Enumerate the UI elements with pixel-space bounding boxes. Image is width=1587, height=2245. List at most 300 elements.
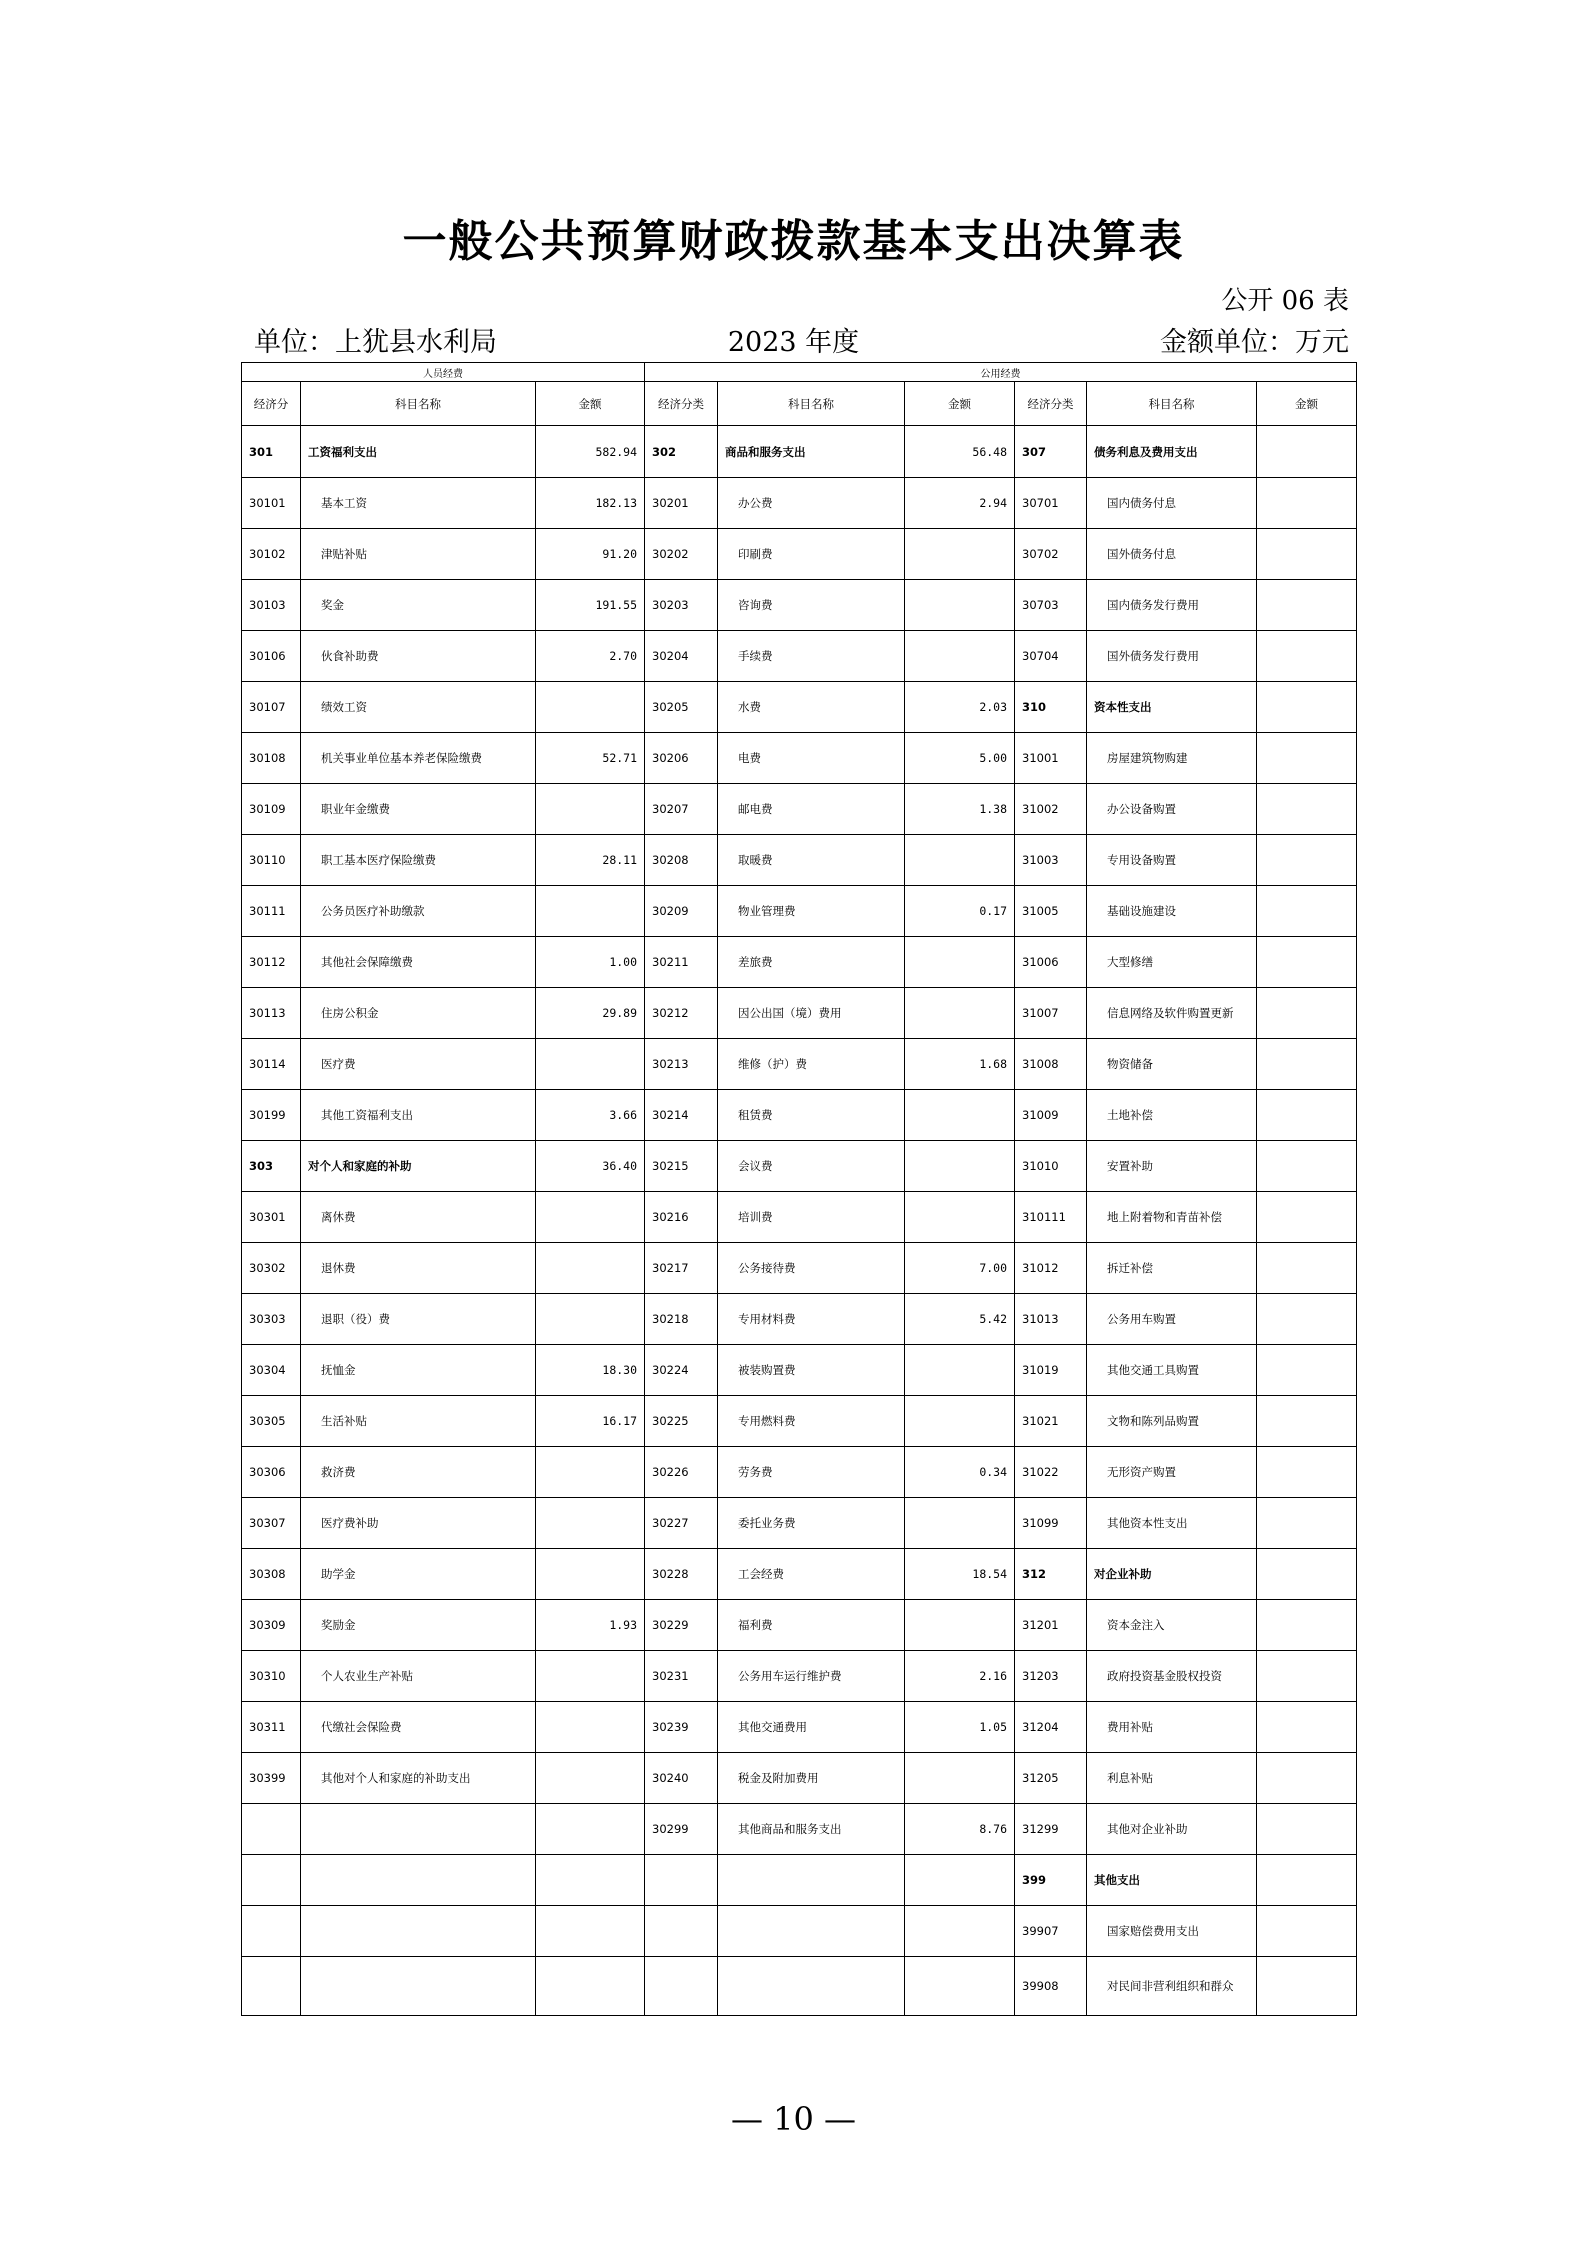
cell-name: 房屋建筑物购建 [1087, 733, 1257, 784]
cell-amount [536, 1039, 645, 1090]
cell-name: 助学金 [301, 1549, 536, 1600]
cell-name [301, 1906, 536, 1957]
cell-code: 30229 [645, 1600, 718, 1651]
form-number: 公开 06 表 [1221, 286, 1349, 316]
cell-amount: 1.05 [905, 1702, 1015, 1753]
cell-amount: 0.17 [905, 886, 1015, 937]
cell-code: 31007 [1015, 988, 1087, 1039]
cell-code: 30112 [242, 937, 301, 988]
cell-code: 31010 [1015, 1141, 1087, 1192]
group-header-personnel: 人员经费 [242, 363, 645, 382]
table-row [242, 886, 1357, 937]
table-row [242, 1039, 1357, 1090]
cell-amount [1257, 631, 1357, 682]
cell-amount [1257, 1702, 1357, 1753]
cell-code: 301 [242, 426, 301, 478]
cell-code: 30213 [645, 1039, 718, 1090]
cell-amount: 1.38 [905, 784, 1015, 835]
cell-amount [1257, 478, 1357, 529]
cell-name: 土地补偿 [1087, 1090, 1257, 1141]
page-number: — 10 — [730, 2100, 857, 2138]
cell-amount [536, 1804, 645, 1855]
cell-code: 30309 [242, 1600, 301, 1651]
cell-name: 公务用车运行维护费 [718, 1651, 905, 1702]
cell-name: 文物和陈列品购置 [1087, 1396, 1257, 1447]
cell-code: 30301 [242, 1192, 301, 1243]
table-row [242, 1498, 1357, 1549]
table-row [242, 1549, 1357, 1600]
cell-code: 30701 [1015, 478, 1087, 529]
cell-name: 奖金 [301, 580, 536, 631]
cell-name: 资本性支出 [1087, 682, 1257, 733]
cell-name: 专用材料费 [718, 1294, 905, 1345]
cell-amount: 5.00 [905, 733, 1015, 784]
cell-name: 工会经费 [718, 1549, 905, 1600]
cell-code: 31009 [1015, 1090, 1087, 1141]
table-row [242, 1651, 1357, 1702]
cell-code: 30214 [645, 1090, 718, 1141]
column-header-name: 科目名称 [1087, 382, 1257, 426]
cell-amount [905, 1141, 1015, 1192]
table-row [242, 1600, 1357, 1651]
cell-name: 税金及附加费用 [718, 1753, 905, 1804]
cell-name: 伙食补助费 [301, 631, 536, 682]
cell-name: 国家赔偿费用支出 [1087, 1906, 1257, 1957]
cell-amount [536, 1447, 645, 1498]
cell-amount [1257, 1753, 1357, 1804]
cell-code: 30216 [645, 1192, 718, 1243]
column-header-amount: 金额 [1257, 382, 1357, 426]
cell-amount [536, 682, 645, 733]
cell-code [645, 1906, 718, 1957]
cell-code: 31022 [1015, 1447, 1087, 1498]
cell-code: 312 [1015, 1549, 1087, 1600]
cell-code: 31021 [1015, 1396, 1087, 1447]
cell-amount [1257, 1090, 1357, 1141]
table-row [242, 1702, 1357, 1753]
cell-code: 31001 [1015, 733, 1087, 784]
cell-name: 职业年金缴费 [301, 784, 536, 835]
cell-name: 无形资产购置 [1087, 1447, 1257, 1498]
cell-code: 30704 [1015, 631, 1087, 682]
cell-amount [1257, 886, 1357, 937]
cell-code: 30110 [242, 835, 301, 886]
table-row [242, 1396, 1357, 1447]
cell-code: 310 [1015, 682, 1087, 733]
cell-code: 303 [242, 1141, 301, 1192]
fiscal-year: 2023 年度 [727, 327, 860, 358]
cell-name: 信息网络及软件购置更新 [1087, 988, 1257, 1039]
cell-amount [905, 529, 1015, 580]
cell-name: 其他社会保障缴费 [301, 937, 536, 988]
cell-name: 因公出国（境）费用 [718, 988, 905, 1039]
cell-name: 住房公积金 [301, 988, 536, 1039]
cell-amount [1257, 784, 1357, 835]
cell-name: 其他支出 [1087, 1855, 1257, 1906]
cell-code: 31201 [1015, 1600, 1087, 1651]
cell-code: 30310 [242, 1651, 301, 1702]
cell-amount [905, 1396, 1015, 1447]
cell-amount [905, 1753, 1015, 1804]
cell-name: 对民间非营利组织和群众 [1087, 1957, 1257, 2016]
cell-amount [536, 1192, 645, 1243]
cell-amount [1257, 835, 1357, 886]
cell-code: 30209 [645, 886, 718, 937]
cell-code: 30108 [242, 733, 301, 784]
cell-amount [905, 1090, 1015, 1141]
cell-name: 电费 [718, 733, 905, 784]
cell-code: 30199 [242, 1090, 301, 1141]
column-header-code: 经济分类 [645, 382, 718, 426]
cell-code: 30101 [242, 478, 301, 529]
cell-name: 咨询费 [718, 580, 905, 631]
cell-name: 手续费 [718, 631, 905, 682]
money-unit-label: 金额单位：万元 [1160, 327, 1349, 358]
cell-name: 拆迁补偿 [1087, 1243, 1257, 1294]
cell-name: 专用设备购置 [1087, 835, 1257, 886]
cell-code: 30114 [242, 1039, 301, 1090]
cell-amount [905, 1498, 1015, 1549]
cell-name: 其他交通费用 [718, 1702, 905, 1753]
cell-amount [536, 1549, 645, 1600]
cell-amount: 18.30 [536, 1345, 645, 1396]
cell-name: 津贴补贴 [301, 529, 536, 580]
table-row [242, 1906, 1357, 1957]
cell-name: 国外债务发行费用 [1087, 631, 1257, 682]
cell-name [301, 1804, 536, 1855]
cell-name: 医疗费补助 [301, 1498, 536, 1549]
cell-amount [1257, 733, 1357, 784]
cell-name [718, 1906, 905, 1957]
cell-amount [1257, 580, 1357, 631]
cell-name: 对个人和家庭的补助 [301, 1141, 536, 1192]
cell-amount [1257, 1855, 1357, 1906]
cell-code: 30202 [645, 529, 718, 580]
cell-code [645, 1855, 718, 1906]
table-row [242, 1804, 1357, 1855]
cell-amount [905, 1906, 1015, 1957]
cell-name: 资本金注入 [1087, 1600, 1257, 1651]
cell-code: 30208 [645, 835, 718, 886]
cell-amount [1257, 1141, 1357, 1192]
cell-name: 被装购置费 [718, 1345, 905, 1396]
cell-code: 307 [1015, 426, 1087, 478]
cell-name: 绩效工资 [301, 682, 536, 733]
cell-name: 救济费 [301, 1447, 536, 1498]
cell-code: 31019 [1015, 1345, 1087, 1396]
cell-name: 公务员医疗补助缴款 [301, 886, 536, 937]
cell-code: 399 [1015, 1855, 1087, 1906]
cell-amount [536, 1906, 645, 1957]
table-row [242, 1141, 1357, 1192]
cell-name: 维修（护）费 [718, 1039, 905, 1090]
cell-amount [536, 784, 645, 835]
cell-code: 30211 [645, 937, 718, 988]
cell-name: 租赁费 [718, 1090, 905, 1141]
cell-name: 差旅费 [718, 937, 905, 988]
cell-code: 31204 [1015, 1702, 1087, 1753]
cell-amount [905, 1957, 1015, 2016]
cell-amount [1257, 1294, 1357, 1345]
cell-code: 30225 [645, 1396, 718, 1447]
cell-amount: 5.42 [905, 1294, 1015, 1345]
cell-amount: 191.55 [536, 580, 645, 631]
table-row [242, 1243, 1357, 1294]
cell-code: 31203 [1015, 1651, 1087, 1702]
cell-amount: 2.94 [905, 478, 1015, 529]
cell-amount [536, 1855, 645, 1906]
cell-name: 邮电费 [718, 784, 905, 835]
cell-code: 30303 [242, 1294, 301, 1345]
cell-code: 30703 [1015, 580, 1087, 631]
column-header-code: 经济分类 [1015, 382, 1087, 426]
cell-code [242, 1855, 301, 1906]
table-row [242, 835, 1357, 886]
cell-amount: 1.00 [536, 937, 645, 988]
cell-amount [1257, 1039, 1357, 1090]
cell-amount: 91.20 [536, 529, 645, 580]
column-header-name: 科目名称 [718, 382, 905, 426]
cell-name: 专用燃料费 [718, 1396, 905, 1447]
cell-name: 其他交通工具购置 [1087, 1345, 1257, 1396]
cell-name: 其他对个人和家庭的补助支出 [301, 1753, 536, 1804]
cell-name: 劳务费 [718, 1447, 905, 1498]
cell-amount [1257, 1651, 1357, 1702]
cell-code: 30227 [645, 1498, 718, 1549]
cell-code: 310111 [1015, 1192, 1087, 1243]
table-row [242, 478, 1357, 529]
cell-code: 302 [645, 426, 718, 478]
cell-amount [1257, 1804, 1357, 1855]
table-row [242, 784, 1357, 835]
cell-amount [1257, 1600, 1357, 1651]
cell-amount [1257, 1345, 1357, 1396]
column-header-amount: 金额 [536, 382, 645, 426]
cell-code: 30107 [242, 682, 301, 733]
cell-amount: 2.70 [536, 631, 645, 682]
table-row [242, 1192, 1357, 1243]
cell-amount: 56.48 [905, 426, 1015, 478]
cell-name: 物业管理费 [718, 886, 905, 937]
cell-code: 30399 [242, 1753, 301, 1804]
cell-amount: 18.54 [905, 1549, 1015, 1600]
cell-name: 商品和服务支出 [718, 426, 905, 478]
cell-code: 30106 [242, 631, 301, 682]
cell-amount [1257, 529, 1357, 580]
cell-code: 31002 [1015, 784, 1087, 835]
cell-amount [536, 886, 645, 937]
cell-name: 安置补助 [1087, 1141, 1257, 1192]
cell-code: 30207 [645, 784, 718, 835]
cell-amount [536, 1498, 645, 1549]
cell-name: 基本工资 [301, 478, 536, 529]
cell-code: 30205 [645, 682, 718, 733]
table-row [242, 988, 1357, 1039]
cell-code: 30305 [242, 1396, 301, 1447]
cell-amount [536, 1243, 645, 1294]
table-row [242, 426, 1357, 478]
cell-code: 30102 [242, 529, 301, 580]
cell-amount [905, 988, 1015, 1039]
cell-name: 物资储备 [1087, 1039, 1257, 1090]
cell-name: 职工基本医疗保险缴费 [301, 835, 536, 886]
table-row [242, 1090, 1357, 1141]
cell-amount [905, 1855, 1015, 1906]
cell-name: 培训费 [718, 1192, 905, 1243]
cell-name: 办公设备购置 [1087, 784, 1257, 835]
cell-name: 政府投资基金股权投资 [1087, 1651, 1257, 1702]
cell-code [242, 1957, 301, 2016]
cell-amount [536, 1294, 645, 1345]
cell-code: 30224 [645, 1345, 718, 1396]
cell-code: 31099 [1015, 1498, 1087, 1549]
cell-amount [905, 631, 1015, 682]
cell-amount [1257, 1396, 1357, 1447]
group-header-public: 公用经费 [645, 363, 1357, 382]
cell-name: 地上附着物和青苗补偿 [1087, 1192, 1257, 1243]
cell-code: 31012 [1015, 1243, 1087, 1294]
cell-name [718, 1957, 905, 2016]
cell-name: 大型修缮 [1087, 937, 1257, 988]
cell-code: 30702 [1015, 529, 1087, 580]
table-row [242, 1957, 1357, 2016]
cell-name: 医疗费 [301, 1039, 536, 1090]
cell-amount [536, 1957, 645, 2016]
cell-name: 对企业补助 [1087, 1549, 1257, 1600]
cell-name: 机关事业单位基本养老保险缴费 [301, 733, 536, 784]
cell-amount [1257, 1549, 1357, 1600]
cell-name: 国内债务发行费用 [1087, 580, 1257, 631]
expenditure-table [241, 362, 1357, 2016]
cell-amount: 29.89 [536, 988, 645, 1039]
cell-name: 公务用车购置 [1087, 1294, 1257, 1345]
cell-code: 30307 [242, 1498, 301, 1549]
cell-code [242, 1906, 301, 1957]
cell-name: 国外债务付息 [1087, 529, 1257, 580]
table-row [242, 1345, 1357, 1396]
cell-amount [1257, 1192, 1357, 1243]
cell-code: 30206 [645, 733, 718, 784]
cell-amount [1257, 1498, 1357, 1549]
table-row [242, 631, 1357, 682]
cell-amount: 3.66 [536, 1090, 645, 1141]
cell-code [242, 1804, 301, 1855]
cell-name: 离休费 [301, 1192, 536, 1243]
table-row [242, 733, 1357, 784]
cell-code: 30217 [645, 1243, 718, 1294]
cell-code: 30215 [645, 1141, 718, 1192]
cell-code: 30306 [242, 1447, 301, 1498]
cell-name: 其他商品和服务支出 [718, 1804, 905, 1855]
cell-code [645, 1957, 718, 2016]
unit-label: 单位：上犹县水利局 [254, 327, 497, 358]
cell-amount [905, 580, 1015, 631]
cell-amount: 2.03 [905, 682, 1015, 733]
cell-code: 31205 [1015, 1753, 1087, 1804]
cell-amount [1257, 426, 1357, 478]
page-title: 一般公共预算财政拨款基本支出决算表 [402, 216, 1185, 267]
cell-name: 抚恤金 [301, 1345, 536, 1396]
cell-amount [1257, 1243, 1357, 1294]
cell-code: 39908 [1015, 1957, 1087, 2016]
cell-name: 印刷费 [718, 529, 905, 580]
table-row [242, 1855, 1357, 1906]
cell-name: 国内债务付息 [1087, 478, 1257, 529]
cell-amount [1257, 988, 1357, 1039]
cell-amount: 1.68 [905, 1039, 1015, 1090]
cell-amount [905, 1600, 1015, 1651]
cell-name: 生活补贴 [301, 1396, 536, 1447]
cell-code: 31013 [1015, 1294, 1087, 1345]
cell-code: 30308 [242, 1549, 301, 1600]
cell-name [718, 1855, 905, 1906]
table-row [242, 529, 1357, 580]
cell-name: 费用补贴 [1087, 1702, 1257, 1753]
cell-amount: 52.71 [536, 733, 645, 784]
cell-code: 30111 [242, 886, 301, 937]
table-row [242, 937, 1357, 988]
cell-name: 利息补贴 [1087, 1753, 1257, 1804]
cell-amount [905, 937, 1015, 988]
cell-amount [536, 1651, 645, 1702]
cell-code: 31005 [1015, 886, 1087, 937]
cell-name: 其他资本性支出 [1087, 1498, 1257, 1549]
cell-amount: 16.17 [536, 1396, 645, 1447]
table-row [242, 682, 1357, 733]
cell-code: 30103 [242, 580, 301, 631]
table-row [242, 1294, 1357, 1345]
cell-name: 其他工资福利支出 [301, 1090, 536, 1141]
cell-name: 取暖费 [718, 835, 905, 886]
cell-name: 工资福利支出 [301, 426, 536, 478]
cell-amount: 8.76 [905, 1804, 1015, 1855]
cell-amount [1257, 1906, 1357, 1957]
cell-amount [905, 1345, 1015, 1396]
cell-amount: 182.13 [536, 478, 645, 529]
cell-code: 30240 [645, 1753, 718, 1804]
column-header-amount: 金额 [905, 382, 1015, 426]
cell-amount [905, 835, 1015, 886]
cell-name: 债务利息及费用支出 [1087, 426, 1257, 478]
cell-amount [1257, 682, 1357, 733]
cell-name: 办公费 [718, 478, 905, 529]
cell-code: 30109 [242, 784, 301, 835]
cell-code: 30204 [645, 631, 718, 682]
cell-code: 30218 [645, 1294, 718, 1345]
cell-name: 会议费 [718, 1141, 905, 1192]
table-row [242, 1753, 1357, 1804]
cell-amount: 36.40 [536, 1141, 645, 1192]
cell-code: 31006 [1015, 937, 1087, 988]
cell-amount [536, 1702, 645, 1753]
cell-amount [1257, 1447, 1357, 1498]
cell-amount: 7.00 [905, 1243, 1015, 1294]
cell-name: 基础设施建设 [1087, 886, 1257, 937]
cell-code: 30311 [242, 1702, 301, 1753]
cell-amount: 28.11 [536, 835, 645, 886]
cell-name: 退职（役）费 [301, 1294, 536, 1345]
table-row [242, 1447, 1357, 1498]
cell-name: 退休费 [301, 1243, 536, 1294]
column-header-code: 经济分 [242, 382, 301, 426]
cell-code: 39907 [1015, 1906, 1087, 1957]
cell-code: 30228 [645, 1549, 718, 1600]
table-row [242, 580, 1357, 631]
cell-name: 福利费 [718, 1600, 905, 1651]
column-header-name: 科目名称 [301, 382, 536, 426]
cell-code: 30304 [242, 1345, 301, 1396]
cell-amount: 1.93 [536, 1600, 645, 1651]
